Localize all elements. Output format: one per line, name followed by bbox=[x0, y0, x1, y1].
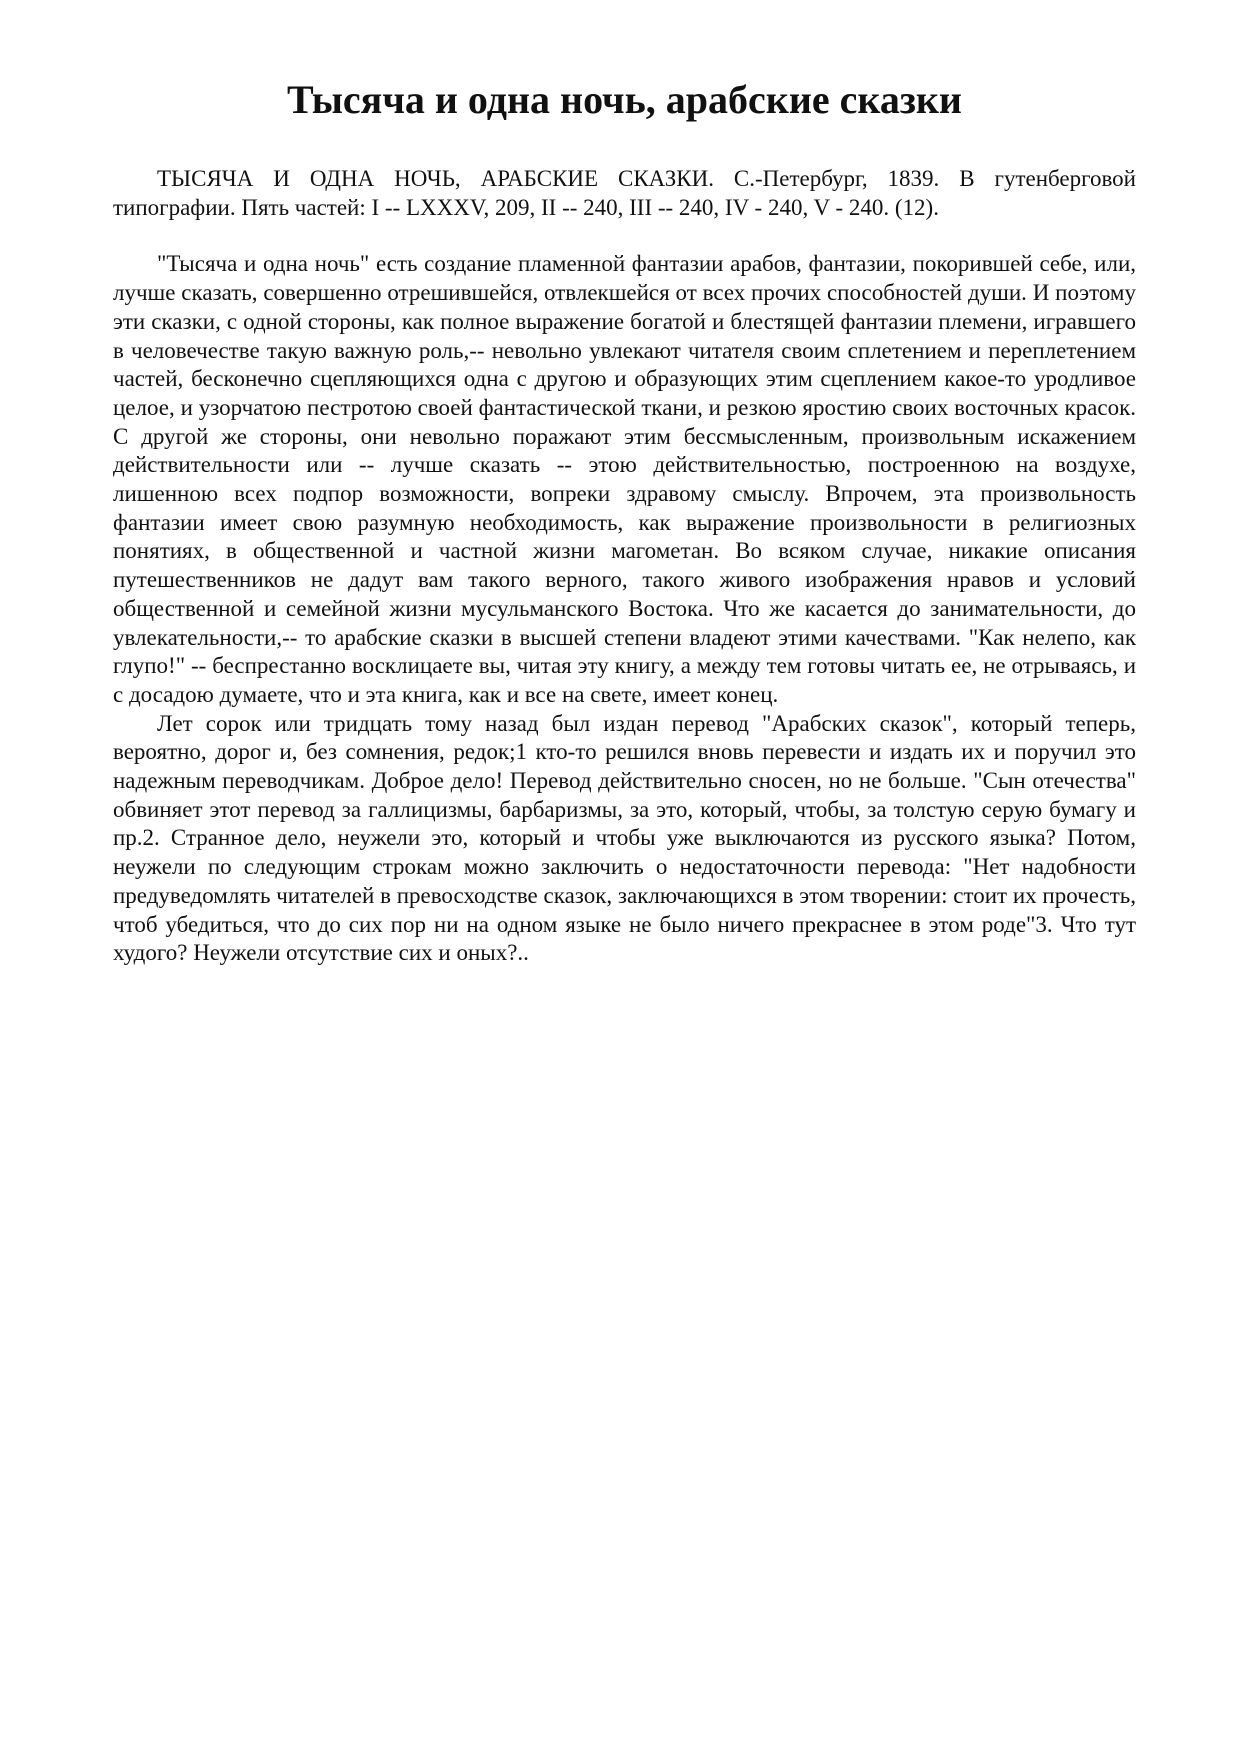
body-paragraph-1: "Тысяча и одна ночь" есть создание пламенной фантазии арабов, фантазии, покорившей себе, или, лучше сказать, совершенно отрешившейся, отвлекшейся от всех прочих способностей души. И поэтому эти сказки, с одной стороны, как полное выражение богатой и блестящей фантазии племени, игравшего в человечестве такую важную роль,-- невольно увлекают читателя своим сплетением и переплетением частей, бесконечно сцепляющихся одна с другою и образующих этим сцеплением какое-то уродливое целое, и узорчатою пестротою своей фантастической ткани, и резкою яростию своих восточных красок. С другой же стороны, они невольно поражают этим бессмысленным, произвольным искажением действительности или -- лучше сказать -- этою действительностью, построенною на воздухе, лишенною всех подпор возможности, вопреки здравому смыслу. Впрочем, эта произвольность фантазии имеет свою разумную необходимость, как выражение произвольности в религиозных понятиях, в общественной и частной жизни магометан. Во всяком случае, никакие описания путешественников не дадут вам такого верного, такого живого изображения нравов и условий общественной и семейной жизни мусульманского Востока. Что же касается до занимательности, до увлекательности,-- то арабские сказки в высшей степени владеют этими качествами. "Как нелепо, как глупо!" -- беспрестанно восклицаете вы, читая эту книгу, а между тем готовы читать ее, не отрываясь, и с досадою думаете, что и эта книга, как и все на свете, имеет конец. bbox=[113, 251, 1136, 707]
document-title: Тысяча и одна ночь, арабские сказки bbox=[287, 77, 962, 122]
document-page bbox=[113, 0, 1136, 968]
bibliographic-paragraph: ТЫСЯЧА И ОДНА НОЧЬ, АРАБСКИЕ СКАЗКИ. С.-Петербург, 1839. В гутенберговой типографии. Пять частей: I -- LXXXV, 209, II -- 240, III -- 240, IV - 240, V - 240. (12). bbox=[113, 166, 1136, 220]
body-paragraph-2: Лет сорок или тридцать тому назад был издан перевод "Арабских сказок", который теперь, вероятно, дорог и, без сомнения, редок;1 кто-то решился вновь перевести и издать их и поручил это надежным переводчикам. Доброе дело! Перевод действительно сносен, но не больше. "Сын отечества" обвиняет этот перевод за галлицизмы, барбаризмы, за это, который, чтобы, за толстую серую бумагу и пр.2. Странное дело, неужели это, который и чтобы уже выключаются из русского языка? Потом, неужели по следующим строкам можно заключить о недостаточности перевода: "Нет надобности предуведомлять читателей в превосходстве сказок, заключающихся в этом творении: стоит их прочесть, чтоб убедиться, что до сих пор ни на одном языке не было ничего прекраснее в этом роде"3. Что тут худого? Неужели отсутствие сих и оных?.. bbox=[113, 710, 1136, 966]
